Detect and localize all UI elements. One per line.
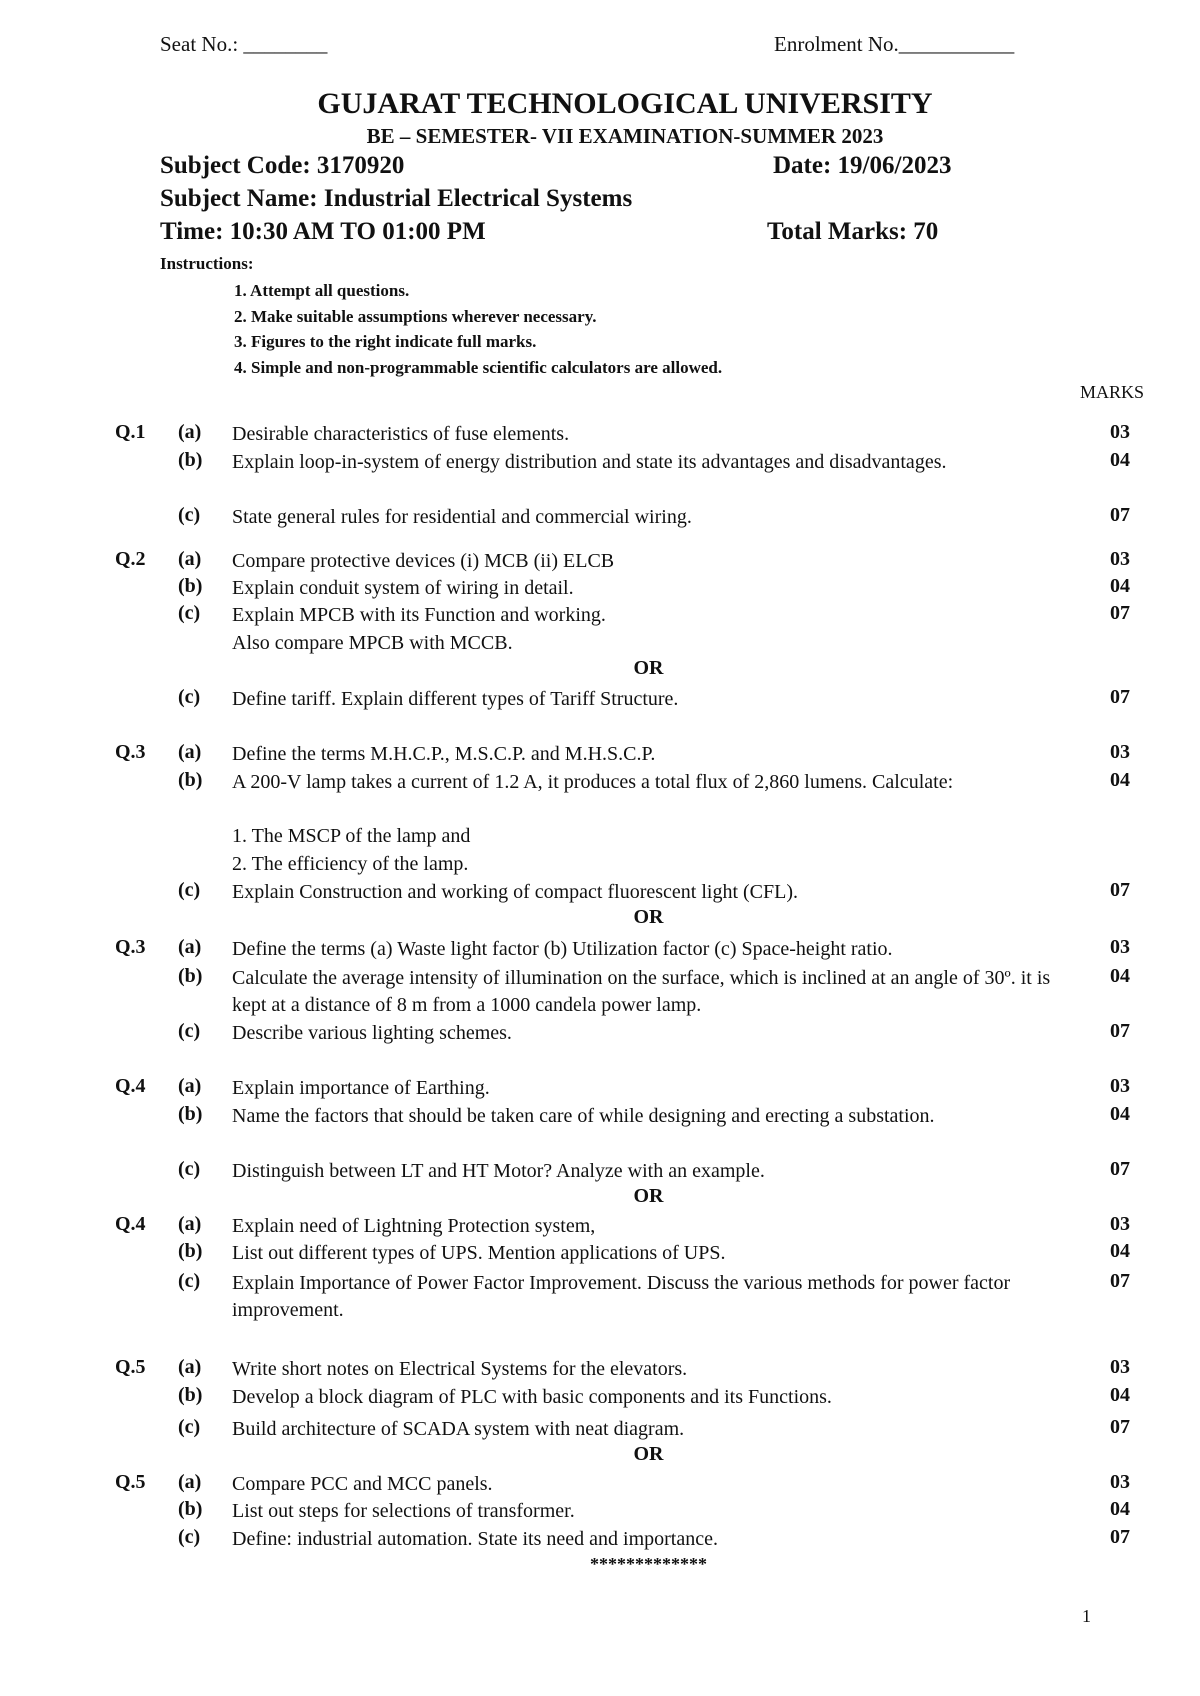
question-number: Q.3 [115, 741, 146, 763]
sub-label: (a) [178, 1471, 202, 1493]
question-text: Describe various lighting schemes. [232, 1022, 512, 1044]
instruction-item: 3. Figures to the right indicate full marks. [234, 332, 537, 351]
question-text: Explain loop-in-system of energy distribution and state its advantages and disadvantages. [232, 451, 947, 473]
question-marks: 04 [1110, 575, 1130, 597]
question-text: State general rules for residential and commercial wiring. [232, 506, 692, 528]
end-marker: ************* [590, 1554, 707, 1574]
question-marks: 07 [1110, 1020, 1130, 1042]
sub-label: (a) [178, 1356, 202, 1378]
sub-label: (b) [178, 1240, 203, 1262]
enrolment-no: Enrolment No.___________ [774, 32, 1015, 56]
question-text: Explain need of Lightning Protection system, [232, 1215, 596, 1237]
question-marks: 03 [1110, 936, 1130, 958]
question-text: Define the terms (a) Waste light factor (b) Utilization factor (c) Space-height ratio. [232, 938, 893, 960]
question-marks: 07 [1110, 1416, 1130, 1438]
question-text: Name the factors that should be taken care of while designing and erecting a substation. [232, 1105, 935, 1127]
question-marks: 04 [1110, 1103, 1130, 1125]
question-marks: 03 [1110, 1213, 1130, 1235]
exam-time: Time: 10:30 AM TO 01:00 PM [160, 218, 486, 245]
sub-label: (c) [178, 1416, 201, 1438]
question-marks: 07 [1110, 602, 1130, 624]
sub-label: (a) [178, 548, 202, 570]
question-text: List out steps for selections of transformer. [232, 1500, 575, 1522]
sub-label: (c) [178, 1270, 201, 1292]
question-text: Explain Construction and working of compact fluorescent light (CFL). [232, 881, 798, 903]
subject-code: Subject Code: 3170920 [160, 152, 405, 179]
sub-label: (c) [178, 1526, 201, 1548]
question-marks: 07 [1110, 686, 1130, 708]
question-text: List out different types of UPS. Mention applications of UPS. [232, 1242, 726, 1264]
exam-title: BE – SEMESTER- VII EXAMINATION-SUMMER 2023 [366, 124, 884, 148]
sub-label: (a) [178, 936, 202, 958]
question-number: Q.4 [115, 1075, 146, 1097]
sub-label: (b) [178, 1384, 203, 1406]
question-marks: 04 [1110, 1384, 1130, 1406]
sub-label: (b) [178, 965, 203, 987]
sub-label: (b) [178, 1103, 203, 1125]
question-text: Explain importance of Earthing. [232, 1077, 490, 1099]
question-text: Distinguish between LT and HT Motor? Analyze with an example. [232, 1160, 765, 1182]
question-text: 2. The efficiency of the lamp. [232, 853, 469, 875]
question-text: Compare protective devices (i) MCB (ii) ELCB [232, 550, 615, 572]
question-number: Q.2 [115, 548, 146, 570]
question-text: Build architecture of SCADA system with neat diagram. [232, 1418, 685, 1440]
question-marks: 03 [1110, 421, 1130, 443]
question-marks: 03 [1110, 548, 1130, 570]
question-number: Q.3 [115, 936, 146, 958]
exam-date: Date: 19/06/2023 [773, 152, 952, 179]
question-marks: 03 [1110, 1356, 1130, 1378]
sub-label: (a) [178, 421, 202, 443]
question-marks: 04 [1110, 1498, 1130, 1520]
sub-label: (c) [178, 1158, 201, 1180]
question-number: Q.4 [115, 1213, 146, 1235]
sub-label: (a) [178, 1075, 202, 1097]
question-text: Define: industrial automation. State its need and importance. [232, 1528, 718, 1550]
sub-label: (b) [178, 575, 203, 597]
instructions-heading: Instructions: [160, 254, 254, 273]
question-text: Explain conduit system of wiring in detail. [232, 577, 574, 599]
sub-label: (b) [178, 1498, 203, 1520]
marks-heading: MARKS [1080, 382, 1145, 402]
sub-label: (b) [178, 449, 203, 471]
sub-label: (b) [178, 769, 203, 791]
subject-name: Subject Name: Industrial Electrical Systems [160, 185, 633, 212]
question-text: Write short notes on Electrical Systems for the elevators. [232, 1358, 688, 1380]
question-text: Also compare MPCB with MCCB. [232, 632, 513, 654]
question-marks: 07 [1110, 1158, 1130, 1180]
or-separator: OR [633, 1443, 664, 1465]
sub-label: (c) [178, 686, 201, 708]
instruction-item: 4. Simple and non-programmable scientific calculators are allowed. [234, 358, 723, 377]
or-separator: OR [633, 906, 664, 928]
or-separator: OR [633, 657, 664, 679]
sub-label: (c) [178, 879, 201, 901]
university-title: GUJARAT TECHNOLOGICAL UNIVERSITY [317, 87, 933, 120]
question-number: Q.5 [115, 1471, 146, 1493]
question-text: Desirable characteristics of fuse elements. [232, 423, 570, 445]
question-text: Calculate the average intensity of illumination on the surface, which is inclined at an angle of 30º. it is kept at a distance of 8 m from a 1000 candela power lamp. [232, 967, 1051, 1016]
question-marks: 07 [1110, 1526, 1130, 1548]
sub-label: (c) [178, 504, 201, 526]
question-marks: 04 [1110, 1240, 1130, 1262]
question-text: Develop a block diagram of PLC with basic components and its Functions. [232, 1386, 832, 1408]
sub-label: (a) [178, 1213, 202, 1235]
question-text: Define the terms M.H.C.P., M.S.C.P. and M.H.S.C.P. [232, 743, 656, 765]
question-marks: 03 [1110, 1471, 1130, 1493]
question-text: Explain Importance of Power Factor Improvement. Discuss the various methods for power factor improvement. [232, 1272, 1011, 1321]
question-marks: 04 [1110, 965, 1130, 987]
total-marks: Total Marks: 70 [767, 218, 939, 245]
page-number: 1 [1082, 1606, 1091, 1626]
question-text: Define tariff. Explain different types of Tariff Structure. [232, 688, 679, 710]
seat-no: Seat No.: ________ [160, 32, 328, 56]
question-marks: 07 [1110, 879, 1130, 901]
question-marks: 03 [1110, 1075, 1130, 1097]
or-separator: OR [633, 1185, 664, 1207]
question-marks: 04 [1110, 769, 1130, 791]
sub-label: (a) [178, 741, 202, 763]
instruction-item: 1. Attempt all questions. [234, 281, 410, 300]
sub-label: (c) [178, 602, 201, 624]
question-text: A 200-V lamp takes a current of 1.2 A, it produces a total flux of 2,860 lumens. Calculate: [232, 771, 954, 793]
question-text: 1. The MSCP of the lamp and [232, 825, 471, 847]
question-marks: 07 [1110, 504, 1130, 526]
instruction-item: 2. Make suitable assumptions wherever necessary. [234, 307, 597, 326]
question-marks: 04 [1110, 449, 1130, 471]
question-text: Compare PCC and MCC panels. [232, 1473, 493, 1495]
question-text: Explain MPCB with its Function and working. [232, 604, 606, 626]
question-number: Q.1 [115, 421, 146, 443]
question-marks: 07 [1110, 1270, 1130, 1292]
question-number: Q.5 [115, 1356, 146, 1378]
question-marks: 03 [1110, 741, 1130, 763]
sub-label: (c) [178, 1020, 201, 1042]
